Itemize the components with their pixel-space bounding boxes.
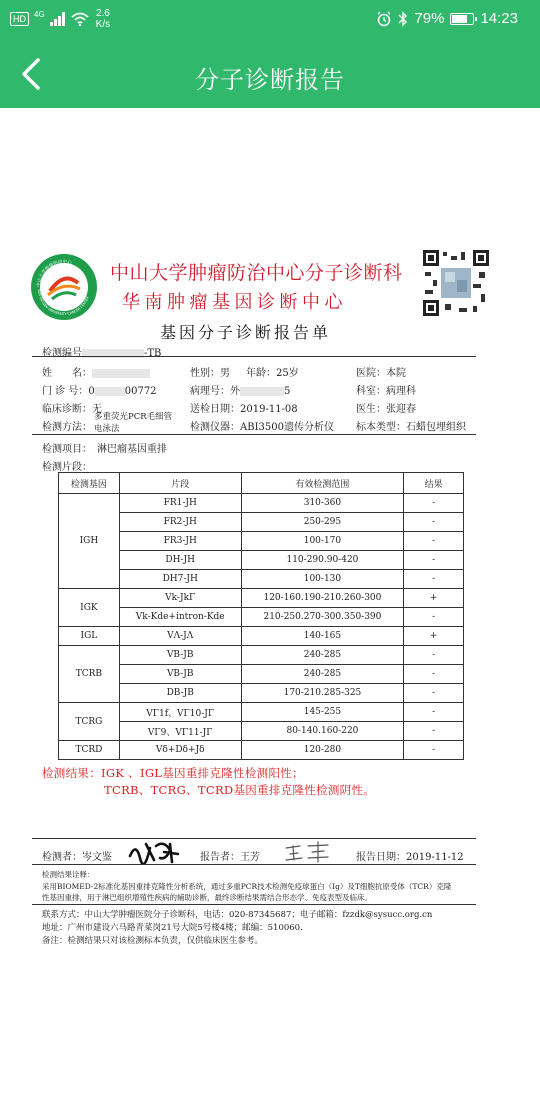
test-item-value: 淋巴瘤基因重排 xyxy=(97,444,167,455)
fragment-label: 检测片段： xyxy=(42,462,92,473)
alarm-icon xyxy=(376,11,392,27)
page-title: 分子诊断报告 xyxy=(195,66,345,94)
redacted-mask xyxy=(92,369,150,378)
method-line1: 多重荧光PCR毛细管 xyxy=(94,412,173,422)
result-cell: - xyxy=(404,532,464,551)
result-cell: - xyxy=(404,551,464,570)
col-header-result: 结果 xyxy=(404,473,464,494)
range-cell: 145-255 xyxy=(241,703,404,722)
gene-cell: IGH xyxy=(59,494,120,589)
svg-text:SUN YAT-SEN UNIVERSITY CANCER: SUN YAT-SEN UNIVERSITY CANCER CENTER xyxy=(36,288,90,317)
signal-icon xyxy=(50,12,66,26)
table-row xyxy=(59,722,464,741)
specimen-type: 标本类型：石蜡包埋组织 xyxy=(356,422,466,433)
divider xyxy=(32,864,476,865)
range-cell: 80-140.160-220 xyxy=(241,722,404,741)
result-cell: - xyxy=(404,608,464,627)
results-table xyxy=(58,472,464,760)
notes-line2: 性基因重排，用于淋巴组织增殖性疾病的辅助诊断，最终诊断结果需结合形态学、免疫表型及临床。 xyxy=(42,893,372,902)
fragment-cell: Vδ+Dδ+Jδ xyxy=(119,741,241,760)
reporter: 报告者：王芳 xyxy=(200,852,260,863)
gene-cell: TCRB xyxy=(59,646,120,703)
test-number-label: 检测编号 xyxy=(42,348,82,359)
org-name-line1: 中山大学肿瘤防治中心分子诊断科 xyxy=(110,262,403,284)
test-item-label: 检测项目： xyxy=(42,444,87,455)
hospital-logo xyxy=(30,253,98,321)
send-date: 送检日期：2019-11-08 xyxy=(190,404,298,415)
clock: 14:23 xyxy=(480,10,518,27)
range-cell: 170-210.285-325 xyxy=(241,684,404,703)
fragment-cell: Vk-JkΓ xyxy=(119,589,241,608)
result-cell: + xyxy=(404,627,464,646)
fragment-cell: VB-JB xyxy=(119,646,241,665)
pathology-number xyxy=(190,382,290,397)
report-title: 基因分子诊断报告单 xyxy=(160,323,332,342)
col-header-gene: 检测基因 xyxy=(59,473,120,494)
status-right xyxy=(376,10,518,27)
fragment-cell: Vk-Kde+intron-Kde xyxy=(119,608,241,627)
range-cell: 120-280 xyxy=(241,741,404,760)
contact-info: 联系方式：中山大学肿瘤医院分子诊断科，电话：020-87345687；电子邮箱：fzzdk@sysucc.org.cn xyxy=(42,910,433,920)
range-cell: 120-160.190-210.260-300 xyxy=(241,589,404,608)
reporter-signature xyxy=(282,840,332,864)
hospital: 医院：本院 xyxy=(356,368,406,379)
test-item xyxy=(42,440,167,455)
divider xyxy=(32,838,476,839)
result-cell: - xyxy=(404,570,464,589)
department: 科室：病理科 xyxy=(356,386,416,397)
notes-line1: 采用BIOMED-2标准化基因重排克隆性分析系统，通过多重PCR技术检测免疫球蛋白（Ig）及T细胞抗原受体（TCR）克隆 xyxy=(42,882,452,891)
wifi-icon xyxy=(71,12,89,26)
patient-name-label: 姓 名： xyxy=(42,368,92,379)
fragment-cell: FR1-JH xyxy=(119,494,241,513)
table-row xyxy=(59,627,464,646)
pathology-number-label: 病理号：外 xyxy=(190,386,240,397)
range-cell: 240-285 xyxy=(241,665,404,684)
gender: 性别：男 xyxy=(190,368,230,379)
table-row xyxy=(59,703,464,722)
battery-icon xyxy=(450,13,474,25)
table-row xyxy=(59,684,464,703)
instrument: 检测仪器：ABI3500遗传分析仪 xyxy=(190,422,334,433)
tester: 检测者：岑文鉴 xyxy=(42,852,112,863)
result-cell: + xyxy=(404,589,464,608)
result-cell: - xyxy=(404,741,464,760)
pathology-number-tail: 5 xyxy=(284,386,291,397)
result-cell: - xyxy=(404,684,464,703)
table-row xyxy=(59,665,464,684)
conclusion-line1: 检测结果：IGK 、IGL基因重排克隆性检测阳性； xyxy=(42,766,304,780)
result-cell: - xyxy=(404,646,464,665)
result-cell: - xyxy=(404,703,464,722)
range-cell: 110-290.90-420 xyxy=(241,551,404,570)
table-row xyxy=(59,532,464,551)
result-cell: - xyxy=(404,722,464,741)
gene-cell: TCRG xyxy=(59,703,120,741)
table-body xyxy=(59,494,464,760)
table-row xyxy=(59,589,464,608)
remark: 备注：检测结果只对该检测标本负责，仅供临床医生参考。 xyxy=(42,936,264,946)
fragment-cell: FR3-JH xyxy=(119,532,241,551)
table-row xyxy=(59,646,464,665)
method-line2: 电泳法 xyxy=(94,424,120,434)
fragment-cell: VΓ9、VΓ11-JΓ xyxy=(119,722,241,741)
hd-indicator: HD xyxy=(10,12,29,26)
conclusion-line2: TCRB、TCRG、TCRD基因重排克隆性检测阴性。 xyxy=(104,783,376,797)
app-header xyxy=(0,40,540,108)
divider xyxy=(32,904,476,905)
address: 地址：广州市建设六马路青菜岗21号大院5号楼4楼；邮编：510060. xyxy=(42,923,303,933)
table-header-row xyxy=(59,473,464,494)
clinic-number xyxy=(42,382,157,397)
divider xyxy=(32,356,476,357)
range-cell: 210-250.270-300.350-390 xyxy=(241,608,404,627)
result-cell: - xyxy=(404,665,464,684)
test-number-tail: -TB xyxy=(144,348,162,359)
age: 年龄：25岁 xyxy=(246,368,299,379)
clinic-number-part1: 0 xyxy=(88,386,95,397)
range-cell: 140-165 xyxy=(241,627,404,646)
patient-name xyxy=(42,364,150,379)
battery-percent: 79% xyxy=(414,10,445,27)
fragment-cell: VΓ1f、VΓ10-JΓ xyxy=(119,703,241,722)
qr-code xyxy=(423,250,489,316)
notes-title: 检测结果诠释： xyxy=(42,870,95,879)
fragment-cell: DH-JH xyxy=(119,551,241,570)
status-bar xyxy=(0,0,540,40)
range-cell: 310-360 xyxy=(241,494,404,513)
doctor: 医生：张迎春 xyxy=(356,404,416,415)
result-cell: - xyxy=(404,494,464,513)
fragment-cell: VB-JB xyxy=(119,665,241,684)
report-document[interactable] xyxy=(0,108,540,1120)
clinic-number-part2: 00772 xyxy=(124,386,157,397)
clinical-diagnosis: 临床诊断：无 xyxy=(42,404,102,415)
range-cell: 100-130 xyxy=(241,570,404,589)
svg-text:中山大学肿瘤防治中心: 中山大学肿瘤防治中心 xyxy=(36,259,73,288)
clinic-number-label: 门 诊 号： xyxy=(42,386,89,397)
fragment-cell: DB-JB xyxy=(119,684,241,703)
fragment-cell: DH7-JH xyxy=(119,570,241,589)
network-type: 4G xyxy=(34,9,45,19)
redacted-mask xyxy=(240,387,284,396)
fragment-cell: FR2-JH xyxy=(119,513,241,532)
col-header-range: 有效检测范围 xyxy=(241,473,404,494)
gene-cell: IGL xyxy=(59,627,120,646)
table-row xyxy=(59,570,464,589)
net-speed xyxy=(96,8,110,30)
table-row xyxy=(59,741,464,760)
net-speed-unit: K/s xyxy=(95,19,111,30)
table-row xyxy=(59,494,464,513)
divider xyxy=(32,434,476,435)
result-cell: - xyxy=(404,513,464,532)
table-row xyxy=(59,551,464,570)
col-header-fragment: 片段 xyxy=(119,473,241,494)
range-cell: 240-285 xyxy=(241,646,404,665)
org-name-line2: 华南肿瘤基因诊断中心 xyxy=(122,292,347,313)
net-speed-value: 2.6 xyxy=(95,8,110,19)
table-row xyxy=(59,513,464,532)
gene-cell: TCRD xyxy=(59,741,120,760)
range-cell: 250-295 xyxy=(241,513,404,532)
status-left xyxy=(10,8,110,30)
redacted-mask xyxy=(95,387,125,396)
gene-cell: IGK xyxy=(59,589,120,627)
battery-fill xyxy=(452,15,467,23)
method-label: 检测方法： xyxy=(42,422,92,433)
table-row xyxy=(59,608,464,627)
fragment-cell: VΛ-JΛ xyxy=(119,627,241,646)
range-cell: 100-170 xyxy=(241,532,404,551)
report-date: 报告日期：2019-11-12 xyxy=(356,852,464,863)
bluetooth-icon xyxy=(398,11,408,27)
tester-signature xyxy=(126,838,182,864)
